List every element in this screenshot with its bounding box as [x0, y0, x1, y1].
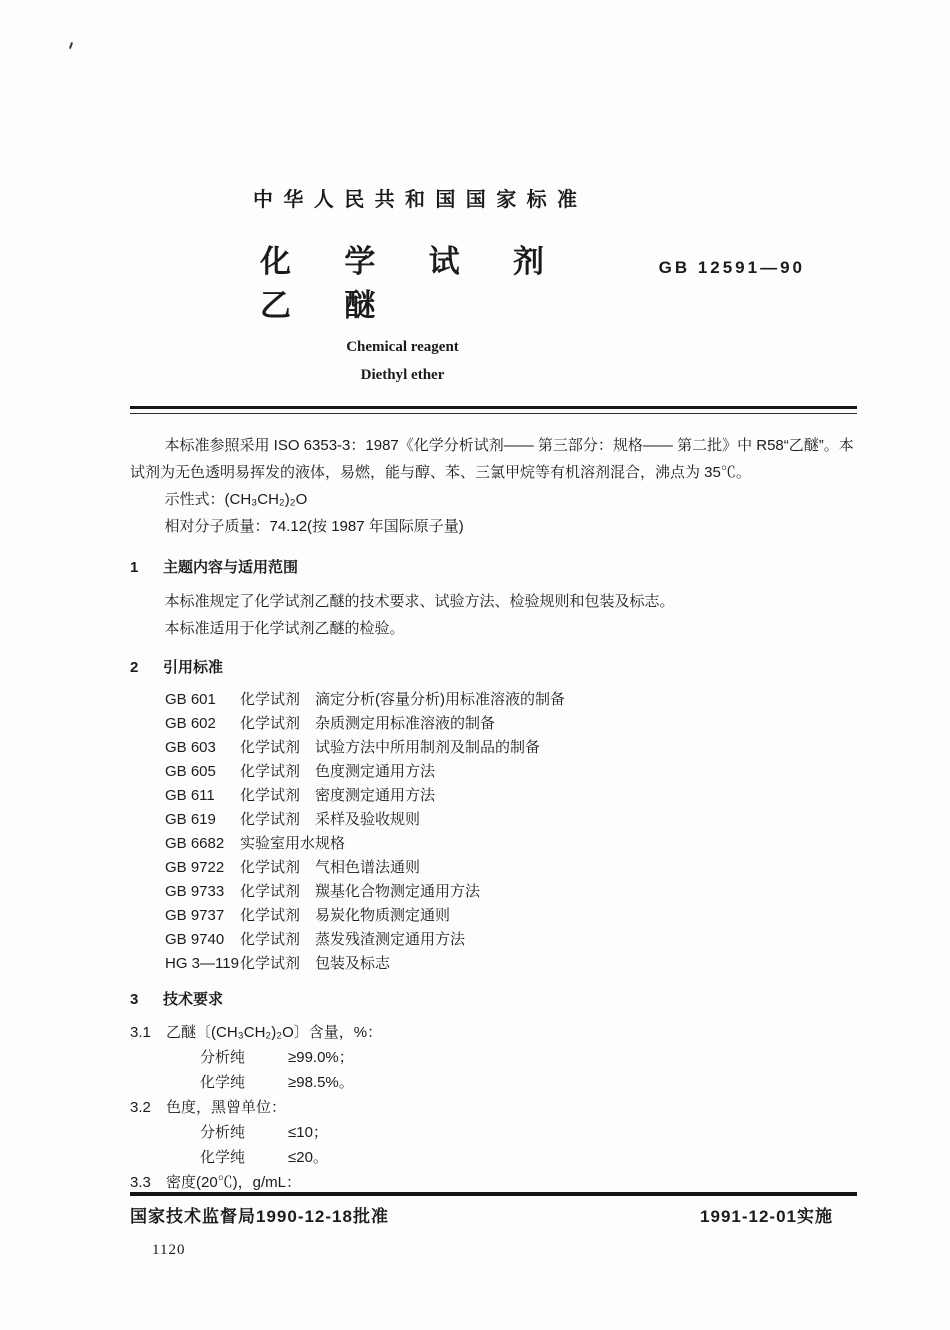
reference-title: 化学试剂 色度测定通用方法 [240, 763, 436, 780]
tech-item-label: 分析纯 [200, 1124, 246, 1141]
reference-title: 化学试剂 蒸发残渣测定通用方法 [240, 931, 466, 948]
section-paragraph: 本标准规定了化学试剂乙醚的技术要求、试验方法、检验规则和包装及标志。 [164, 593, 675, 610]
reference-code: GB 9733 [165, 883, 225, 900]
title-chinese-line2: 乙醚 [260, 288, 429, 323]
reference-code: GB 611 [165, 787, 215, 804]
standard-kicker: 中华人民共和国国家标准 [253, 189, 588, 211]
reference-row [165, 688, 857, 712]
reference-code: GB 602 [165, 715, 216, 732]
reference-code: GB 9737 [165, 907, 225, 924]
references-list [130, 688, 857, 976]
section-number: 2 [130, 659, 139, 676]
section-3-heading [130, 988, 857, 1012]
reference-row [165, 760, 857, 784]
tech-item-value: ≤10； [288, 1124, 328, 1141]
tech-line [130, 1070, 857, 1095]
section-2-heading [130, 656, 857, 680]
section-1-heading [130, 556, 857, 580]
tech-item-number [164, 1120, 200, 1145]
tech-item-label: 色度，黑曾单位： [166, 1099, 287, 1116]
reference-code: GB 6682 [165, 835, 225, 852]
tech-requirements-list [130, 1020, 857, 1195]
section-number: 3 [130, 991, 139, 1008]
scan-artifact [69, 42, 73, 49]
tech-item-label: 化学纯 [200, 1149, 246, 1166]
reference-code: GB 605 [165, 763, 216, 780]
header-rule [130, 406, 857, 414]
tech-item-value: ≥99.0%； [288, 1049, 354, 1066]
standard-number: GB 12591—90 [658, 258, 805, 277]
section-paragraph: 本标准适用于化学试剂乙醚的检验。 [164, 620, 405, 637]
reference-title: 实验室用水规格 [240, 835, 346, 852]
tech-item-number [164, 1145, 200, 1170]
reference-title: 化学试剂 试验方法中所用制剂及制品的制备 [240, 739, 541, 756]
reference-title: 化学试剂 杂质测定用标准溶液的制备 [240, 715, 496, 732]
reference-row [165, 736, 857, 760]
reference-row [165, 856, 857, 880]
tech-item-number [164, 1070, 200, 1095]
reference-row [165, 880, 857, 904]
footer-rule [130, 1192, 857, 1196]
tech-item-number: 3.1 [130, 1024, 151, 1041]
implementation-text: 1991-12-01实施 [700, 1207, 833, 1226]
reference-code: GB 601 [165, 691, 216, 708]
reference-title: 化学试剂 羰基化合物测定通用方法 [240, 883, 481, 900]
approval-text: 国家技术监督局1990-12-18批准 [130, 1207, 389, 1226]
reference-title: 化学试剂 滴定分析(容量分析)用标准溶液的制备 [240, 691, 565, 708]
tech-line [130, 1120, 857, 1145]
section-number: 1 [130, 559, 139, 576]
section-1-paragraphs [130, 588, 857, 642]
section-title: 技术要求 [163, 991, 224, 1008]
tech-line [130, 1020, 857, 1045]
reference-title: 化学试剂 密度测定通用方法 [240, 787, 436, 804]
reference-title: 化学试剂 气相色谱法通则 [240, 859, 421, 876]
title-chinese-line1: 化学试剂 [260, 244, 598, 279]
reference-row [165, 904, 857, 928]
tech-item-label: 分析纯 [200, 1049, 246, 1066]
reference-title: 化学试剂 包装及标志 [240, 955, 391, 972]
tech-item-label: 密度(20℃)，g/mL： [166, 1174, 302, 1191]
reference-title: 化学试剂 采样及验收规则 [240, 811, 421, 828]
tech-line [130, 1145, 857, 1170]
tech-item-label: 化学纯 [200, 1074, 246, 1091]
reference-code: GB 619 [165, 811, 216, 828]
intro-paragraphs [130, 432, 857, 540]
reference-code: GB 9722 [165, 859, 225, 876]
reference-code: GB 9740 [165, 931, 225, 948]
tech-item-number: 3.3 [130, 1174, 151, 1191]
page-number: 1120 [152, 1242, 186, 1258]
footer-row [130, 1202, 857, 1227]
tech-item-number [164, 1045, 200, 1070]
tech-item-label: 乙醚〔(CH₃CH₂)₂O〕含量，%： [166, 1024, 383, 1041]
intro-paragraph: 示性式：(CH₃CH₂)₂O [164, 491, 308, 508]
intro-paragraph: 相对分子质量：74.12(按 1987 年国际原子量) [164, 518, 464, 535]
tech-line [130, 1095, 857, 1120]
section-title: 引用标准 [163, 659, 224, 676]
reference-row [165, 808, 857, 832]
reference-code: GB 603 [165, 739, 216, 756]
title-english-line1: Chemical reagent [346, 339, 459, 355]
reference-row [165, 928, 857, 952]
tech-item-number: 3.2 [130, 1099, 151, 1116]
tech-item-value: ≥98.5%。 [288, 1074, 354, 1091]
document-content [130, 0, 857, 1195]
reference-code: HG 3—119 [165, 955, 239, 972]
reference-row [165, 832, 857, 856]
intro-paragraph: 本标准参照采用 ISO 6353-3：1987《化学分析试剂—— 第三部分：规格—— 第二批》中 R58“乙醚”。本试剂为无色透明易挥发的液体，易燃，能与醇、苯、三氯甲烷等有机溶剂混合，沸点为 35℃。 [130, 437, 854, 481]
reference-row [165, 712, 857, 736]
tech-line [130, 1045, 857, 1070]
tech-item-value: ≤20。 [288, 1149, 328, 1166]
reference-row [165, 952, 857, 976]
title-english-line2: Diethyl ether [360, 367, 445, 383]
reference-title: 化学试剂 易炭化物质测定通则 [240, 907, 451, 924]
section-title: 主题内容与适用范围 [163, 559, 299, 576]
reference-row [165, 784, 857, 808]
